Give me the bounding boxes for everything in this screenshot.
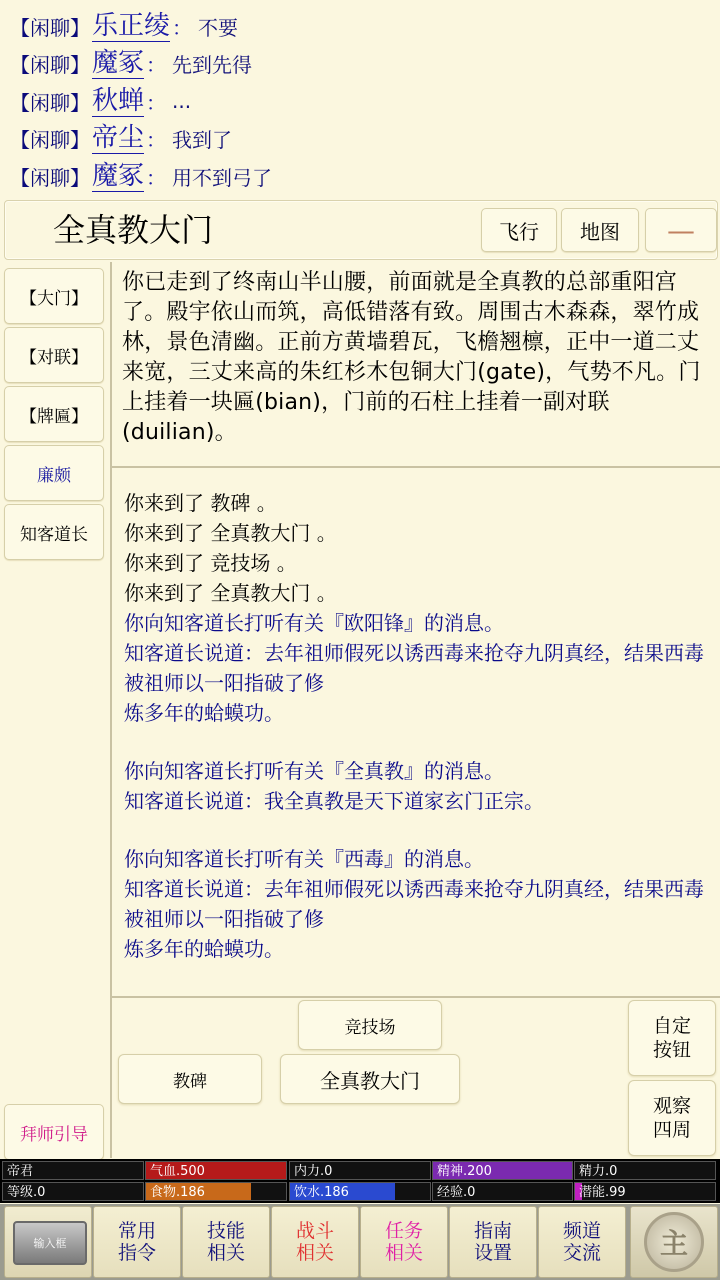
chat-player-name[interactable]: 魔冢	[92, 160, 145, 191]
log-line: 知客道长说道：我全真教是天下道家玄门正宗。	[124, 789, 544, 813]
chat-channel-tag: 【闲聊】	[10, 90, 90, 115]
nav-skills-button[interactable]: 技能 相关	[182, 1206, 270, 1278]
chat-colon: ：	[146, 165, 167, 190]
stat-row1-4	[574, 1161, 716, 1180]
chat-player-name[interactable]: 魔冢	[92, 48, 145, 78]
log-line: 你来到了 竞技场 。	[124, 551, 297, 575]
log-line: 知客道长说道：去年祖师假死以诱西毒来抢夺九阴真经，结果西毒被祖师以一阳指破了修	[124, 641, 704, 695]
stat-label: 潜能.99	[579, 1185, 626, 1200]
chat-channel-tag: 【闲聊】	[10, 128, 90, 152]
keyboard-icon: 输入框	[13, 1221, 87, 1265]
stat-label: 帝君	[7, 1164, 34, 1179]
room-description: 你已走到了终南山半山腰，前面就是全真教的总部重阳宫了。殿宇依山而筑，高低错落有致。周围古木森森，翠竹成林，景色清幽。正前方黄墙碧瓦，飞檐翘檩，正中一道二丈来宽，三丈来高的朱红杉木包铜大门(gate)，气势不凡。门上挂着一块匾(bian)，门前的石柱上挂着一副对联(duilian)。	[122, 270, 701, 445]
log-line: 你向知客道长打听有关『全真教』的消息。	[124, 759, 504, 783]
room-title-bar	[4, 200, 718, 260]
log-line: 你向知客道长打听有关『西毒』的消息。	[124, 847, 484, 871]
message-log	[124, 488, 716, 964]
stat-label: 食物.186	[150, 1185, 205, 1200]
chat-message: 先到先得	[172, 53, 253, 77]
chat-player-name[interactable]: 帝尘	[92, 123, 145, 153]
sidebar-item-plaque[interactable]: 【牌匾】	[4, 386, 104, 442]
chat-channel-tag: 【闲聊】	[10, 53, 90, 77]
stat-row2-0	[2, 1182, 144, 1201]
log-line: 你向知客道长打听有关『欧阳锋』的消息。	[124, 611, 504, 635]
stat-row2-1	[145, 1182, 287, 1201]
chat-channel-tag: 【闲聊】	[10, 165, 90, 190]
chat-colon: ：	[146, 90, 167, 115]
bottom-nav	[0, 1204, 720, 1280]
sidebar-item-npc-lianpo[interactable]: 廉颇	[4, 445, 104, 501]
room-objects-sidebar	[0, 262, 112, 1158]
stat-row1-1	[145, 1161, 287, 1180]
stat-row1-2	[289, 1161, 431, 1180]
stat-label: 气血.500	[150, 1164, 205, 1179]
sidebar-item-npc-zhike[interactable]: 知客道长	[4, 504, 104, 560]
look-around-button[interactable]: 观察 四周	[628, 1080, 716, 1156]
log-spacer	[124, 816, 716, 844]
nav-channels-button[interactable]: 频道 交流	[538, 1206, 626, 1278]
stat-label: 内力.0	[294, 1164, 333, 1179]
chat-line	[10, 8, 238, 44]
chat-channel-tag: 【闲聊】	[10, 15, 90, 40]
log-spacer	[124, 728, 716, 756]
stat-row2-4	[574, 1182, 716, 1201]
chat-line	[10, 158, 272, 194]
chat-player-name[interactable]: 乐正绫	[92, 10, 171, 41]
map-button[interactable]: 地图	[561, 208, 639, 252]
chat-line	[10, 83, 191, 119]
log-line: 炼多年的蛤蟆功。	[124, 701, 284, 725]
status-bar	[0, 1159, 720, 1203]
stat-row1-0	[2, 1161, 144, 1180]
stat-label: 精力.0	[579, 1164, 618, 1179]
stat-row1-3	[432, 1161, 573, 1180]
log-line: 知客道长说道：去年祖师假死以诱西毒来抢夺九阴真经，结果西毒被祖师以一阳指破了修	[124, 877, 704, 931]
chat-player-name[interactable]: 秋蝉	[92, 85, 145, 116]
divider	[110, 996, 720, 998]
chat-colon: ：	[146, 128, 167, 152]
minimize-button[interactable]: —	[645, 208, 717, 252]
stat-row2-2	[289, 1182, 431, 1201]
log-line: 你来到了 教碑 。	[124, 491, 277, 515]
master-guide-button[interactable]: 拜师引导	[4, 1104, 104, 1160]
chat-line	[10, 121, 232, 157]
sidebar-item-couplet[interactable]: 【对联】	[4, 327, 104, 383]
chat-message: ...	[172, 89, 192, 113]
chat-colon: ：	[146, 53, 167, 77]
exit-arena-button[interactable]: 竞技场	[298, 1000, 442, 1050]
chat-colon: ：	[172, 15, 193, 40]
nav-combat-button[interactable]: 战斗 相关	[271, 1206, 359, 1278]
log-line: 炼多年的蛤蟆功。	[124, 937, 284, 961]
main-menu-button[interactable]	[630, 1206, 718, 1278]
custom-button[interactable]: 自定 按钮	[628, 1000, 716, 1076]
exit-stele-button[interactable]: 教碑	[118, 1054, 262, 1104]
main-icon: 主	[644, 1212, 704, 1272]
log-line: 你来到了 全真教大门 。	[124, 521, 337, 545]
log-line: 你来到了 全真教大门 。	[124, 581, 337, 605]
stat-row2-3	[432, 1182, 573, 1201]
chat-panel	[0, 0, 720, 196]
sidebar-item-gate[interactable]: 【大门】	[4, 268, 104, 324]
stat-label: 经验.0	[437, 1185, 476, 1200]
room-title: 全真教大门	[53, 211, 214, 249]
nav-quests-button[interactable]: 任务 相关	[360, 1206, 448, 1278]
nav-common-commands-button[interactable]: 常用 指令	[93, 1206, 181, 1278]
stat-label: 精神.200	[437, 1164, 492, 1179]
stat-label: 等级.0	[7, 1185, 46, 1200]
chat-message: 不要	[198, 15, 239, 40]
input-box-button[interactable]	[4, 1206, 92, 1278]
fly-button[interactable]: 飞行	[481, 208, 557, 252]
nav-guide-settings-button[interactable]: 指南 设置	[449, 1206, 537, 1278]
stat-label: 饮水.186	[294, 1185, 349, 1200]
chat-message: 用不到弓了	[172, 165, 273, 190]
chat-line	[10, 46, 252, 82]
divider	[110, 466, 720, 468]
chat-message: 我到了	[172, 128, 233, 152]
exit-gate-button[interactable]: 全真教大门	[280, 1054, 460, 1104]
